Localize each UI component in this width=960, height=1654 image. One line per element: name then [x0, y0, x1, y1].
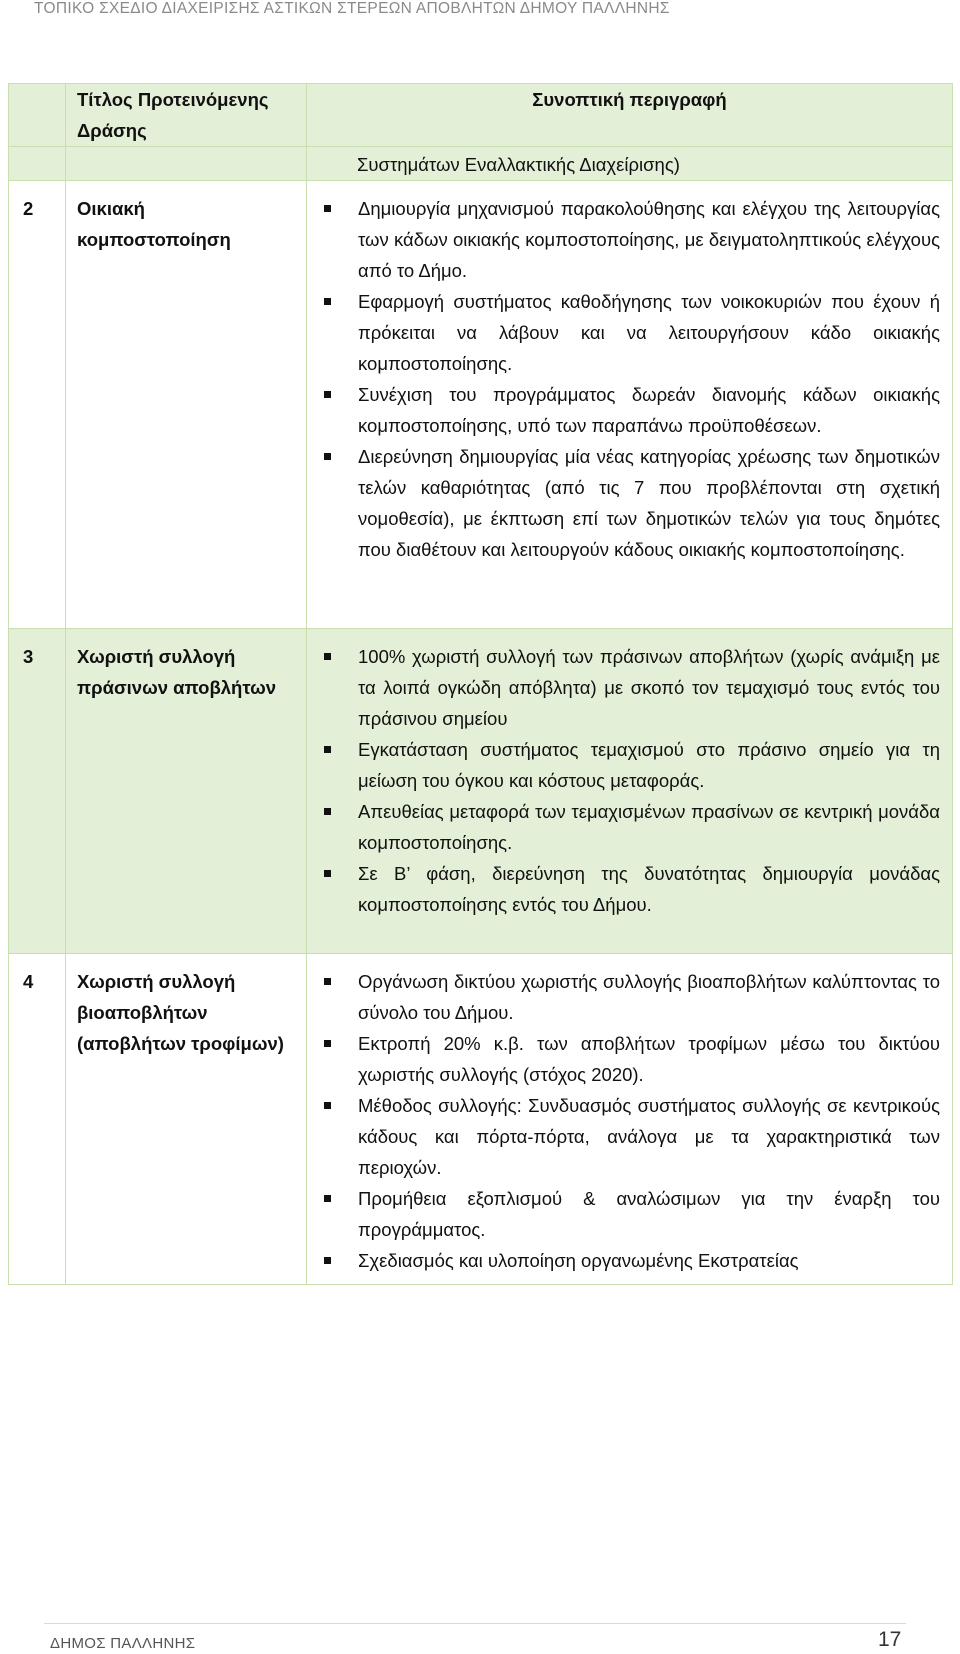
bullet-text: 100% χωριστή συλλογή των πράσινων αποβλήτων (χωρίς ανάμιξη με τα λοιπά ογκώδη απόβλητα) με σκοπό τον τεμαχισμό τους εντός του πράσινου σημείου — [358, 646, 940, 729]
list-item — [321, 193, 940, 286]
list-item — [321, 796, 940, 858]
table-row — [9, 954, 953, 1285]
continuation-title-cell — [66, 147, 307, 181]
list-item — [321, 379, 940, 441]
bullet-text: Δημιουργία μηχανισμού παρακολούθησης και ελέγχου της λειτουργίας των κάδων οικιακής κομποστοποίησης, με δειγματοληπτικούς ελέγχους από το Δήμο. — [358, 198, 940, 281]
square-bullet-icon — [324, 1040, 331, 1047]
header-description-cell: Συνοπτική περιγραφή — [307, 84, 953, 147]
bullet-text: Εφαρμογή συστήματος καθοδήγησης των νοικοκυριών που έχουν ή πρόκειται να λάβουν και να λειτουργήσουν κάδο οικιακής κομποστοποίησης. — [358, 291, 940, 374]
row-number: 4 — [9, 954, 66, 1285]
list-item — [321, 1028, 940, 1090]
continuation-num-cell — [9, 147, 66, 181]
square-bullet-icon — [324, 391, 331, 398]
list-item — [321, 734, 940, 796]
list-item — [321, 1183, 940, 1245]
bullet-text: Εγκατάσταση συστήματος τεμαχισμού στο πράσινο σημείο για τη μείωση του όγκου και κόστους μεταφοράς. — [358, 739, 940, 791]
bullet-text: Σε Β’ φάση, διερεύνηση της δυνατότητας δημιουργία μονάδας κομποστοποίησης εντός του Δήμου. — [358, 863, 940, 915]
row-title: Χωριστή συλλογή βιοαποβλήτων (αποβλήτων τροφίμων) — [66, 954, 307, 1285]
bullet-text: Μέθοδος συλλογής: Συνδυασμός συστήματος συλλογής σε κεντρικούς κάδους και πόρτα-πόρτα, ανάλογα με τα χαρακτηριστικά των περιοχών. — [358, 1095, 940, 1178]
bullet-text: Οργάνωση δικτύου χωριστής συλλογής βιοαποβλήτων καλύπτοντας το σύνολο του Δήμου. — [358, 971, 940, 1023]
list-item — [321, 441, 940, 565]
bullet-text: Διερεύνηση δημιουργίας μία νέας κατηγορίας χρέωσης των δημοτικών τελών καθαριότητας (από τις 7 που προβλέπονται στη σχετική νομοθεσία), με έκπτωση επί των δημοτικών τελών για τους δημότες που διαθέτουν και λειτουργούν κάδους οικιακής κομποστοποίησης. — [358, 446, 940, 560]
table-row — [9, 181, 953, 629]
bullet-list — [321, 966, 940, 1276]
page-header: ΤΟΠΙΚΟ ΣΧΕΔΙΟ ΔΙΑΧΕΙΡΙΣΗΣ ΑΣΤΙΚΩΝ ΣΤΕΡΕΩΝ ΑΠΟΒΛΗΤΩΝ ΔΗΜΟΥ ΠΑΛΛΗΝΗΣ — [34, 0, 670, 17]
square-bullet-icon — [324, 978, 331, 985]
header-title-cell: Τίτλος Προτεινόμενης Δράσης — [66, 84, 307, 147]
table-header-row — [9, 84, 953, 147]
continuation-description-cell: Συστημάτων Εναλλακτικής Διαχείρισης) — [307, 147, 953, 181]
header-num-cell — [9, 84, 66, 147]
square-bullet-icon — [324, 298, 331, 305]
row-description — [307, 954, 953, 1285]
table-row — [9, 629, 953, 954]
page-number: 17 — [878, 1628, 902, 1651]
square-bullet-icon — [324, 205, 331, 212]
bullet-text: Συνέχιση του προγράμματος δωρεάν διανομής κάδων οικιακής κομποστοποίησης, υπό των παραπάνω προϋποθέσεων. — [358, 384, 940, 436]
list-item — [321, 966, 940, 1028]
list-item — [321, 641, 940, 734]
row-number: 3 — [9, 629, 66, 954]
row-number: 2 — [9, 181, 66, 629]
square-bullet-icon — [324, 746, 331, 753]
row-title: Οικιακή κομποστοποίηση — [66, 181, 307, 629]
list-item — [321, 286, 940, 379]
row-title: Χωριστή συλλογή πράσινων αποβλήτων — [66, 629, 307, 954]
bullet-text: Σχεδιασμός και υλοποίηση οργανωμένης Εκστρατείας — [358, 1250, 799, 1271]
row-description — [307, 629, 953, 954]
square-bullet-icon — [324, 1195, 331, 1202]
footer-municipality: ΔΗΜΟΣ ΠΑΛΛΗΝΗΣ — [50, 1635, 196, 1652]
row-description — [307, 181, 953, 629]
square-bullet-icon — [324, 453, 331, 460]
bullet-list — [321, 193, 940, 565]
list-item — [321, 1090, 940, 1183]
bullet-text: Απευθείας μεταφορά των τεμαχισμένων πρασίνων σε κεντρική μονάδα κομποστοποίησης. — [358, 801, 940, 853]
footer-divider — [44, 1623, 906, 1624]
square-bullet-icon — [324, 1102, 331, 1109]
bullet-list — [321, 641, 940, 920]
bullet-text: Προμήθεια εξοπλισμού & αναλώσιμων για την έναρξη του προγράμματος. — [358, 1188, 940, 1240]
square-bullet-icon — [324, 653, 331, 660]
list-item — [321, 858, 940, 920]
bullet-text: Εκτροπή 20% κ.β. των αποβλήτων τροφίμων μέσω του δικτύου χωριστής συλλογής (στόχος 2020). — [358, 1033, 940, 1085]
square-bullet-icon — [324, 1257, 331, 1264]
square-bullet-icon — [324, 808, 331, 815]
list-item — [321, 1245, 940, 1276]
table-row-continuation — [9, 147, 953, 181]
square-bullet-icon — [324, 870, 331, 877]
actions-table — [8, 83, 953, 1285]
